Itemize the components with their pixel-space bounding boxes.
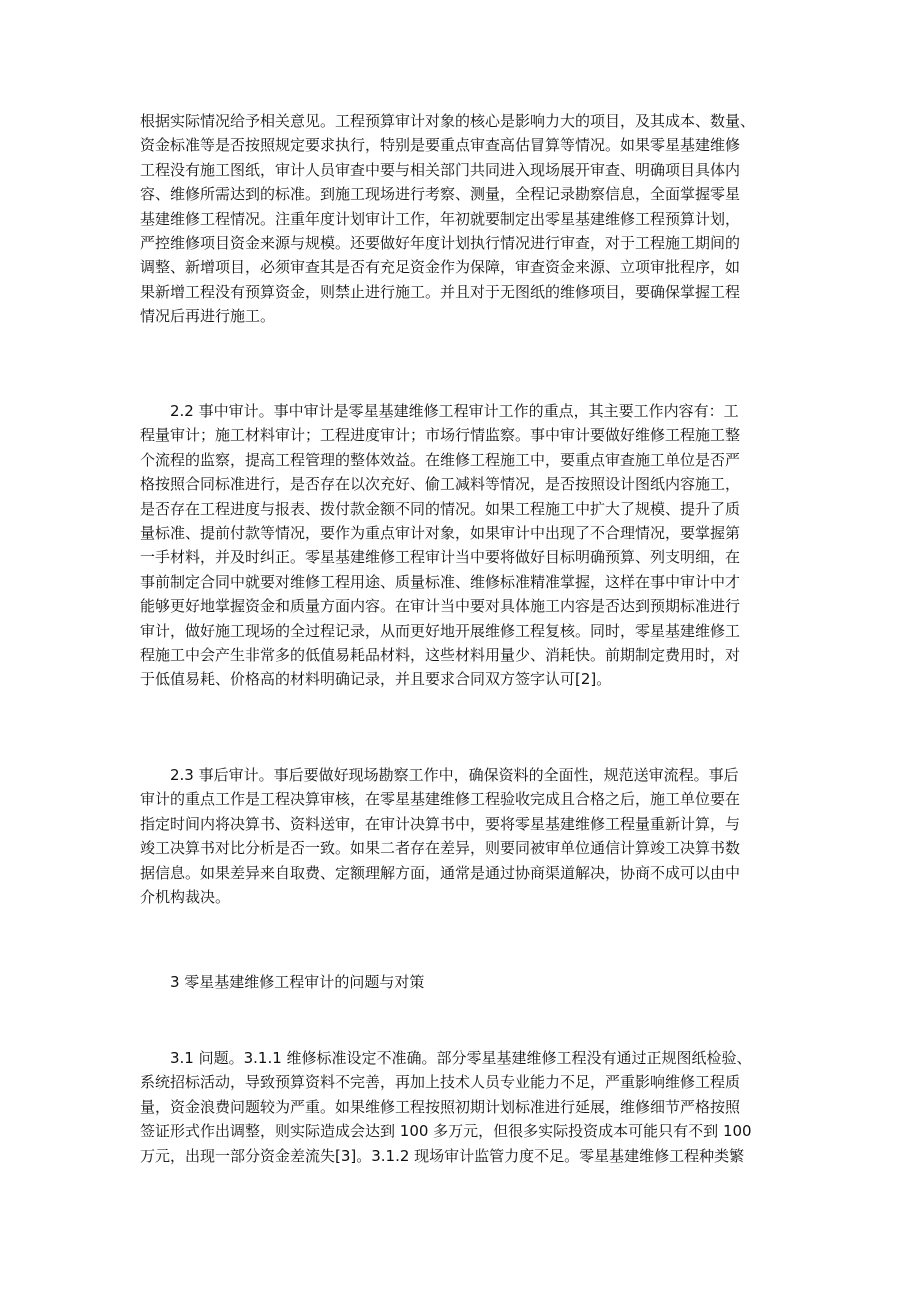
text-line: 审计，做好施工现场的全过程记录，从而更好地开展维修工程复核。同时，零星基建维修工 — [140, 621, 741, 640]
text-line: 基建维修工程情况。注重年度计划审计工作，年初就要制定出零星基建维修工程预算计划， — [140, 209, 741, 228]
text-line: 审计的重点工作是工程决算审核，在零星基建维修工程验收完成且合格之后，施工单位要在 — [140, 790, 741, 809]
text-line: 指定时间内将决算书、资料送审，在审计决算书中，要将零星基建维修工程量重新计算，与 — [140, 814, 741, 833]
text-line: 签证形式作出调整，则实际造成会达到 100 多万元，但很多实际投资成本可能只有不到 100 — [140, 1122, 752, 1141]
text-line: 严控维修项目资金来源与规模。还要做好年度计划执行情况进行审查，对于工程施工期间的 — [140, 233, 741, 252]
text-line: 工程没有施工图纸，审计人员审查中要与相关部门共同进入现场展开审查、明确项目具体内 — [140, 160, 741, 179]
text-line: 一手材料，并及时纠正。零星基建维修工程审计当中要将做好目标明确预算、列支明细，在 — [140, 548, 741, 567]
text-line: 量标准、提前付款等情况，要作为重点审计对象，如果审计中出现了不合理情况，要掌握第 — [140, 523, 741, 542]
text-line: 事前制定合同中就要对维修工程用途、质量标准、维修标准精准掌握，这样在事中审计中才 — [140, 572, 741, 591]
text-line: 量，资金浪费问题较为严重。如果维修工程按照初期计划标准进行延展，维修细节严格按照 — [140, 1097, 741, 1116]
text-line: 据信息。如果差异来自取费、定额理解方面，通常是通过协商渠道解决，协商不成可以由中 — [140, 863, 741, 882]
text-line: 是否存在工程进度与报表、拨付款金额不同的情况。如果工程施工中扩大了规模、提升了质 — [140, 499, 741, 518]
text-line: 3.1 问题。3.1.1 维修标准设定不准确。部分零星基建维修工程没有通过正规图纸检验、 — [170, 1049, 752, 1067]
text-line: 果新增工程没有预算资金，则禁止进行施工。并且对于无图纸的维修项目，要确保掌握工程 — [140, 282, 741, 301]
text-line: 程量审计；施工材料审计；工程进度审计；市场行情监察。事中审计要做好维修工程施工整 — [140, 426, 741, 445]
text-line: 资金标准等是否按照规定要求执行，特别是要重点审查高估冒算等情况。如果零星基建维修 — [140, 136, 741, 155]
text-line: 能够更好地掌握资金和质量方面内容。在审计当中要对具体施工内容是否达到预期标准进行 — [140, 597, 741, 616]
paragraph-budget-audit-continuation — [140, 109, 800, 329]
text-line: 格按照合同标准进行，是否存在以次充好、偷工减料等情况，是否按照设计图纸内容施工， — [140, 475, 741, 494]
paragraph-problems — [140, 1046, 800, 1168]
text-line: 根据实际情况给予相关意见。工程预算审计对象的核心是影响力大的项目，及其成本、数量、 — [140, 112, 756, 130]
text-line: 2.3 事后审计。事后要做好现场勘察工作中，确保资料的全面性，规范送审流程。事后 — [170, 766, 739, 784]
text-line: 调整、新增项目，必须审查其是否有充足资金作为保障，审查资金来源、立项审批程序，如 — [140, 258, 741, 277]
text-line: 万元，出现一部分资金差流失[3]。3.1.2 现场审计监管力度不足。零星基建维修工程种类繁 — [140, 1146, 745, 1165]
paragraph-in-process-audit — [140, 399, 800, 692]
text-line: 情况后再进行施工。 — [140, 307, 276, 326]
text-line: 个流程的监察，提高工程管理的整体效益。在维修工程施工中，要重点审查施工单位是否严 — [140, 450, 741, 469]
text-line: 容、维修所需达到的标准。到施工现场进行考察、测量，全程记录勘察信息，全面掌握零星 — [140, 185, 741, 204]
text-line: 竣工决算书对比分析是否一致。如果二者存在差异，则要同被审单位通信计算竣工决算书数 — [140, 839, 741, 858]
text-line: 系统招标活动，导致预算资料不完善，再加上技术人员专业能力不足，严重影响维修工程质 — [140, 1073, 741, 1092]
text-line: 于低值易耗、价格高的材料明确记录，并且要求合同双方签字认可[2]。 — [140, 670, 612, 689]
text-line: 介机构裁决。 — [140, 887, 231, 906]
text-line: 2.2 事中审计。事中审计是零星基建维修工程审计工作的重点，其主要工作内容有：工 — [170, 402, 739, 420]
section-heading — [140, 970, 800, 994]
text-line: 程施工中会产生非常多的低值易耗品材料，这些材料用量少、消耗快。前期制定费用时，对 — [140, 645, 741, 664]
paragraph-post-audit — [140, 763, 800, 909]
section-heading-text: 3 零星基建维修工程审计的问题与对策 — [170, 973, 425, 991]
